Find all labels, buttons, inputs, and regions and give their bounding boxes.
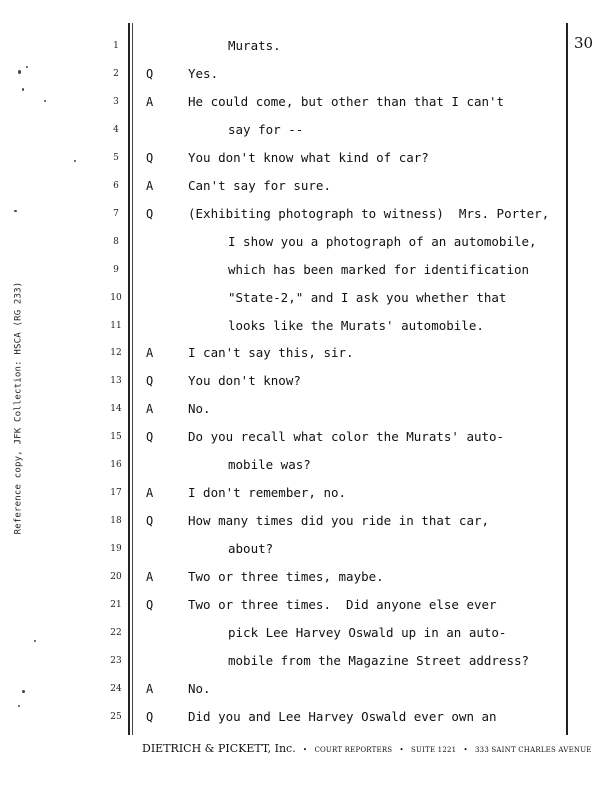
transcript-line: I don't remember, no.: [188, 485, 347, 501]
transcript-line: "State-2," and I ask you whether that: [228, 289, 507, 305]
line-number: 19: [110, 544, 122, 555]
line-number: 2: [113, 68, 119, 79]
line-number: 13: [110, 376, 122, 387]
line-number: 4: [113, 124, 119, 135]
footer: [142, 742, 592, 755]
scan-speck: [34, 640, 36, 642]
scan-speck: [26, 66, 28, 68]
footer-address: 333 SAINT CHARLES AVENUE: [475, 746, 592, 754]
speaker-label: A: [146, 681, 154, 696]
scan-speck: [18, 705, 20, 707]
transcript-line: He could come, but other than that I can't: [188, 93, 505, 109]
transcript-line: pick Lee Harvey Oswald up in an auto-: [228, 624, 507, 640]
line-number: 1: [113, 41, 119, 51]
speaker-label: A: [146, 402, 154, 417]
line-number: 3: [113, 96, 119, 107]
line-number: 23: [110, 655, 122, 666]
left-margin-rule: [128, 23, 130, 735]
transcript-line: looks like the Murats' automobile.: [228, 317, 484, 333]
transcript-line: You don't know?: [188, 373, 301, 389]
line-number: 25: [110, 711, 122, 722]
line-number: 5: [113, 152, 119, 163]
margin-note: [6, 258, 30, 558]
line-number: 12: [110, 348, 122, 359]
speaker-label: Q: [146, 206, 154, 221]
scan-speck: [18, 70, 21, 74]
line-number: 7: [113, 208, 119, 219]
line-number: 21: [110, 600, 122, 610]
line-number: 24: [110, 683, 122, 694]
transcript-line: (Exhibiting photograph to witness) Mrs. Porter,: [188, 205, 550, 221]
transcript-line: How many times did you ride in that car,: [188, 513, 490, 529]
transcript-line: Yes.: [188, 65, 219, 81]
speaker-label: A: [146, 94, 154, 109]
footer-firm: DIETRICH & PICKETT, Inc.: [142, 742, 296, 755]
transcript-line: which has been marked for identification: [228, 261, 530, 277]
transcript-line: about?: [228, 541, 274, 557]
speaker-label: Q: [146, 66, 154, 81]
speaker-label: A: [146, 178, 154, 193]
transcript-line: I can't say this, sir.: [188, 345, 354, 361]
left-margin-rule-inner: [132, 23, 133, 735]
scan-speck: [74, 160, 76, 162]
footer-separator: •: [302, 746, 308, 754]
transcript-line: Do you recall what color the Murats' auto-: [188, 429, 505, 445]
speaker-label: A: [146, 486, 154, 501]
transcript-line: Two or three times, maybe.: [188, 569, 384, 585]
transcript-line: Murats.: [228, 38, 281, 53]
transcript-line: say for --: [228, 121, 304, 137]
footer-separator: •: [399, 746, 404, 754]
speaker-label: Q: [146, 374, 154, 389]
footer-service: COURT REPORTERS: [314, 746, 393, 754]
speaker-label: Q: [146, 430, 154, 445]
line-number: 20: [110, 572, 122, 583]
transcript-line: Two or three times. Did anyone else ever: [188, 597, 497, 612]
transcript-line: mobile from the Magazine Street address?: [228, 652, 530, 668]
line-number: 17: [110, 488, 122, 499]
line-number: 22: [110, 627, 122, 638]
scan-speck: [44, 100, 46, 102]
transcript-line: You don't know what kind of car?: [188, 149, 429, 165]
transcript-line: mobile was?: [228, 457, 311, 473]
transcript-line: No.: [188, 680, 211, 696]
speaker-label: Q: [146, 150, 154, 165]
line-number: 16: [110, 460, 122, 471]
line-number: 8: [113, 236, 119, 247]
transcript-line: No.: [188, 401, 211, 417]
line-number: 10: [110, 292, 122, 303]
scan-speck: [22, 88, 24, 91]
speaker-label: Q: [146, 514, 154, 529]
transcript-line: Did you and Lee Harvey Oswald ever own an: [188, 708, 497, 724]
line-number: 6: [113, 180, 119, 191]
speaker-label: Q: [146, 709, 154, 724]
right-margin-rule: [566, 23, 568, 735]
speaker-label: Q: [146, 598, 154, 612]
line-number: 9: [113, 264, 119, 275]
speaker-label: A: [146, 570, 154, 585]
speaker-label: A: [146, 346, 154, 361]
line-number: 18: [110, 516, 122, 527]
margin-note-text: Reference copy, JFK Collection: HSCA (RG 233): [13, 281, 23, 535]
scan-speck: [14, 210, 17, 212]
line-number: 15: [110, 432, 122, 443]
line-number: 11: [110, 320, 122, 331]
scan-speck: [22, 690, 25, 693]
line-number: 14: [110, 404, 122, 415]
page-number: 30: [574, 34, 594, 52]
footer-separator: •: [463, 746, 468, 754]
footer-suite: SUITE 1221: [411, 746, 457, 754]
transcript-line: Can't say for sure.: [188, 177, 331, 193]
transcript-line: I show you a photograph of an automobile,: [228, 233, 537, 249]
